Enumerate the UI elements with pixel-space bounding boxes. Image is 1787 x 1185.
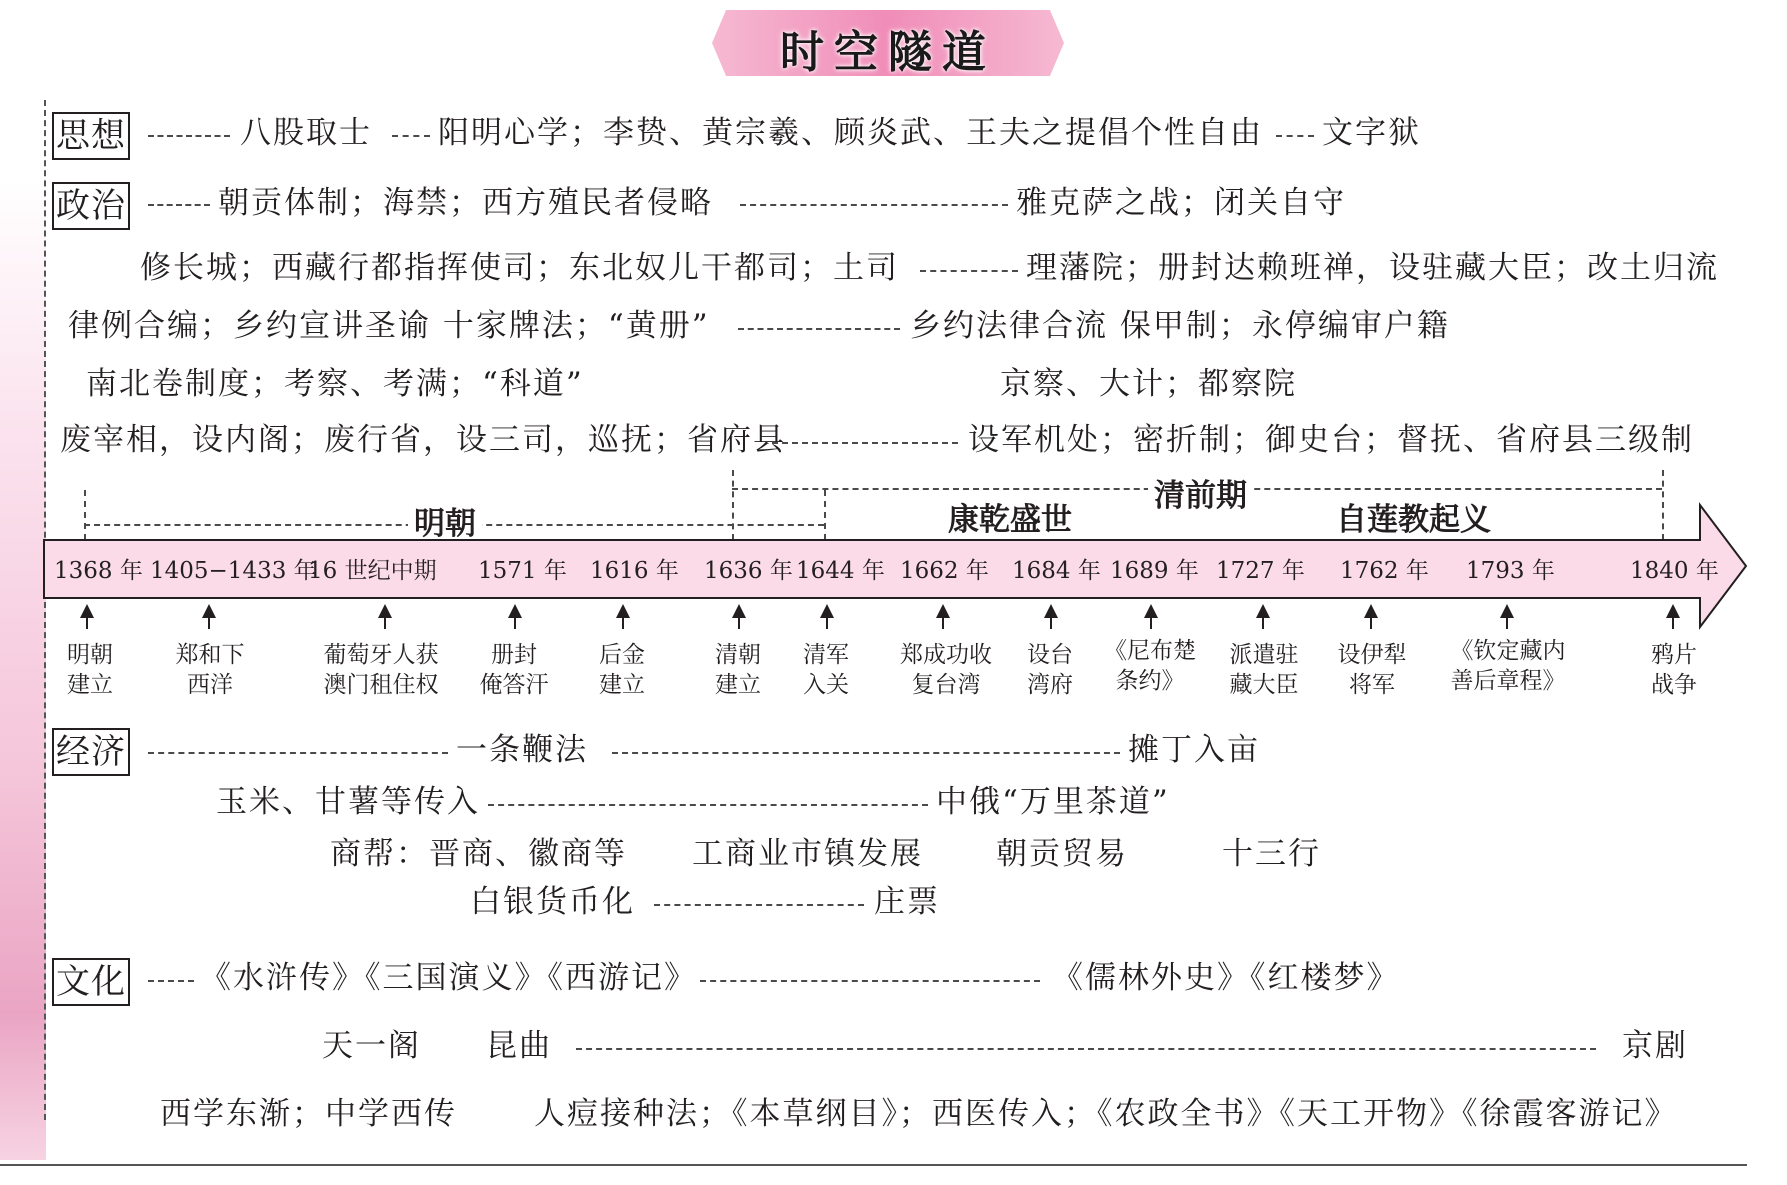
year-label: 1405−1433 年 <box>150 558 317 584</box>
economy-thirteen-factories: 十三行 <box>1222 836 1321 872</box>
culture-ming-novels: 《水浒传》《三国演义》《西游记》 <box>200 960 697 996</box>
connector <box>654 904 864 906</box>
economy-market-towns: 工商业市镇发展 <box>692 836 923 872</box>
connector <box>576 1048 1596 1050</box>
category-label-thought: 思想 <box>52 112 130 160</box>
event-label: 明朝 建立 <box>67 642 113 698</box>
event-pointer <box>1144 604 1158 618</box>
year-label: 1662 年 <box>900 558 989 584</box>
culture-kunqu: 昆曲 <box>486 1028 552 1064</box>
culture-west-east-exchange: 西学东渐；中学西传 <box>160 1096 457 1132</box>
economy-merchant-guilds: 商帮：晋商、徽商等 <box>330 836 627 872</box>
event-label: 后金 建立 <box>599 642 645 698</box>
connector <box>148 752 448 754</box>
event-pointer <box>1256 604 1270 618</box>
period-ming: 明朝 <box>408 498 482 543</box>
event-label: 葡萄牙人获 澳门租住权 <box>323 642 439 698</box>
year-label: 1727 年 <box>1216 558 1305 584</box>
event-label: 郑成功收 复台湾 <box>900 642 992 698</box>
year-label: 1762 年 <box>1340 558 1429 584</box>
year-label: 1368 年 <box>54 558 143 584</box>
event-label: 设伊犁 将军 <box>1337 642 1407 698</box>
thought-wenziyu: 文字狱 <box>1322 115 1421 151</box>
page-title: 时空隧道 <box>780 27 996 78</box>
connector <box>148 980 194 982</box>
politics-tributary-system: 朝贡体制；海禁；西方殖民者侵略 <box>218 185 713 221</box>
politics-baojia: 乡约法律合流 保甲制；永停编审户籍 <box>910 308 1450 344</box>
event-pointer <box>1364 604 1378 618</box>
event-label: 鸦片 战争 <box>1651 642 1697 698</box>
economy-crops: 玉米、甘薯等传入 <box>216 784 480 820</box>
economy-tanding: 摊丁入亩 <box>1128 732 1260 768</box>
event-label: 清军 入关 <box>803 642 849 698</box>
economy-tribute-trade: 朝贡贸易 <box>996 836 1128 872</box>
connector <box>700 980 1040 982</box>
category-label-culture: 文化 <box>52 958 130 1006</box>
year-label: 1840 年 <box>1630 558 1719 584</box>
politics-yaksa: 雅克萨之战；闭关自守 <box>1016 185 1346 221</box>
connector <box>488 804 928 806</box>
year-label: 1689 年 <box>1110 558 1199 584</box>
year-label: 1644 年 <box>796 558 885 584</box>
bottom-rule <box>0 1164 1747 1166</box>
thought-yangming: 阳明心学；李贽、黄宗羲、顾炎武、王夫之提倡个性自由 <box>438 115 1263 151</box>
economy-silver: 白银货币化 <box>470 884 635 920</box>
category-label-economy: 经济 <box>52 728 130 776</box>
economy-tea-road: 中俄“万里茶道” <box>936 784 1170 820</box>
event-label: 《钦定藏内 善后章程》 <box>1450 638 1566 694</box>
year-label: 16 世纪中期 <box>308 558 437 584</box>
politics-cabinet: 废宰相，设内阁；废行省，设三司，巡抚；省府县 <box>60 422 786 458</box>
event-label: 《尼布楚 条约》 <box>1104 638 1196 694</box>
politics-great-wall: 修长城；西藏行都指挥使司；东北奴儿干都司；土司 <box>140 250 899 286</box>
year-label: 1684 年 <box>1012 558 1101 584</box>
politics-exam-system: 南北卷制度；考察、考满；“科道” <box>86 366 584 402</box>
event-pointer <box>80 604 94 618</box>
year-label: 1793 年 <box>1466 558 1555 584</box>
event-label: 设台 湾府 <box>1027 642 1073 698</box>
event-label: 派遣驻 藏大臣 <box>1229 642 1299 698</box>
event-pointer <box>378 604 392 618</box>
culture-qing-novels: 《儒林外史》《红楼梦》 <box>1052 960 1400 996</box>
thought-bagu: 八股取士 <box>240 115 372 151</box>
event-pointer <box>508 604 522 618</box>
event-pointer <box>936 604 950 618</box>
event-label: 清朝 建立 <box>715 642 761 698</box>
event-pointer <box>202 604 216 618</box>
culture-science-books: 人痘接种法；《本草纲目》；西医传入；《农政全书》《天工开物》《徐霞客游记》 <box>534 1096 1678 1132</box>
event-pointer <box>732 604 746 618</box>
politics-grand-council: 设军机处；密折制；御史台；督抚、省府县三级制 <box>968 422 1694 458</box>
culture-peking-opera: 京剧 <box>1622 1028 1688 1064</box>
event-pointer <box>820 604 834 618</box>
event-pointer <box>1500 604 1514 618</box>
event-pointer <box>1044 604 1058 618</box>
period-qing-early: 清前期 <box>1148 470 1253 515</box>
category-label-politics: 政治 <box>52 182 130 230</box>
politics-law-codification: 律例合编；乡约宣讲圣谕 十家牌法；“黄册” <box>68 308 710 344</box>
politics-lifanyuan: 理藩院；册封达赖班禅，设驻藏大臣；改土归流 <box>1026 250 1719 286</box>
event-label: 郑和下 西洋 <box>175 642 245 698</box>
politics-jingcha: 京察、大计；都察院 <box>1000 366 1297 402</box>
event-label: 册封 俺答汗 <box>479 642 549 698</box>
year-label: 1616 年 <box>590 558 679 584</box>
culture-tianyige: 天一阁 <box>322 1028 421 1064</box>
period-bailian: 自莲教起义 <box>1330 494 1497 539</box>
event-pointer <box>1666 604 1680 618</box>
event-pointer <box>616 604 630 618</box>
year-label: 1571 年 <box>478 558 567 584</box>
period-kangqian: 康乾盛世 <box>942 494 1078 539</box>
economy-single-whip: 一条鞭法 <box>456 732 588 768</box>
year-label: 1636 年 <box>704 558 793 584</box>
economy-zhuangpiao: 庄票 <box>874 884 940 920</box>
connector <box>612 752 1120 754</box>
